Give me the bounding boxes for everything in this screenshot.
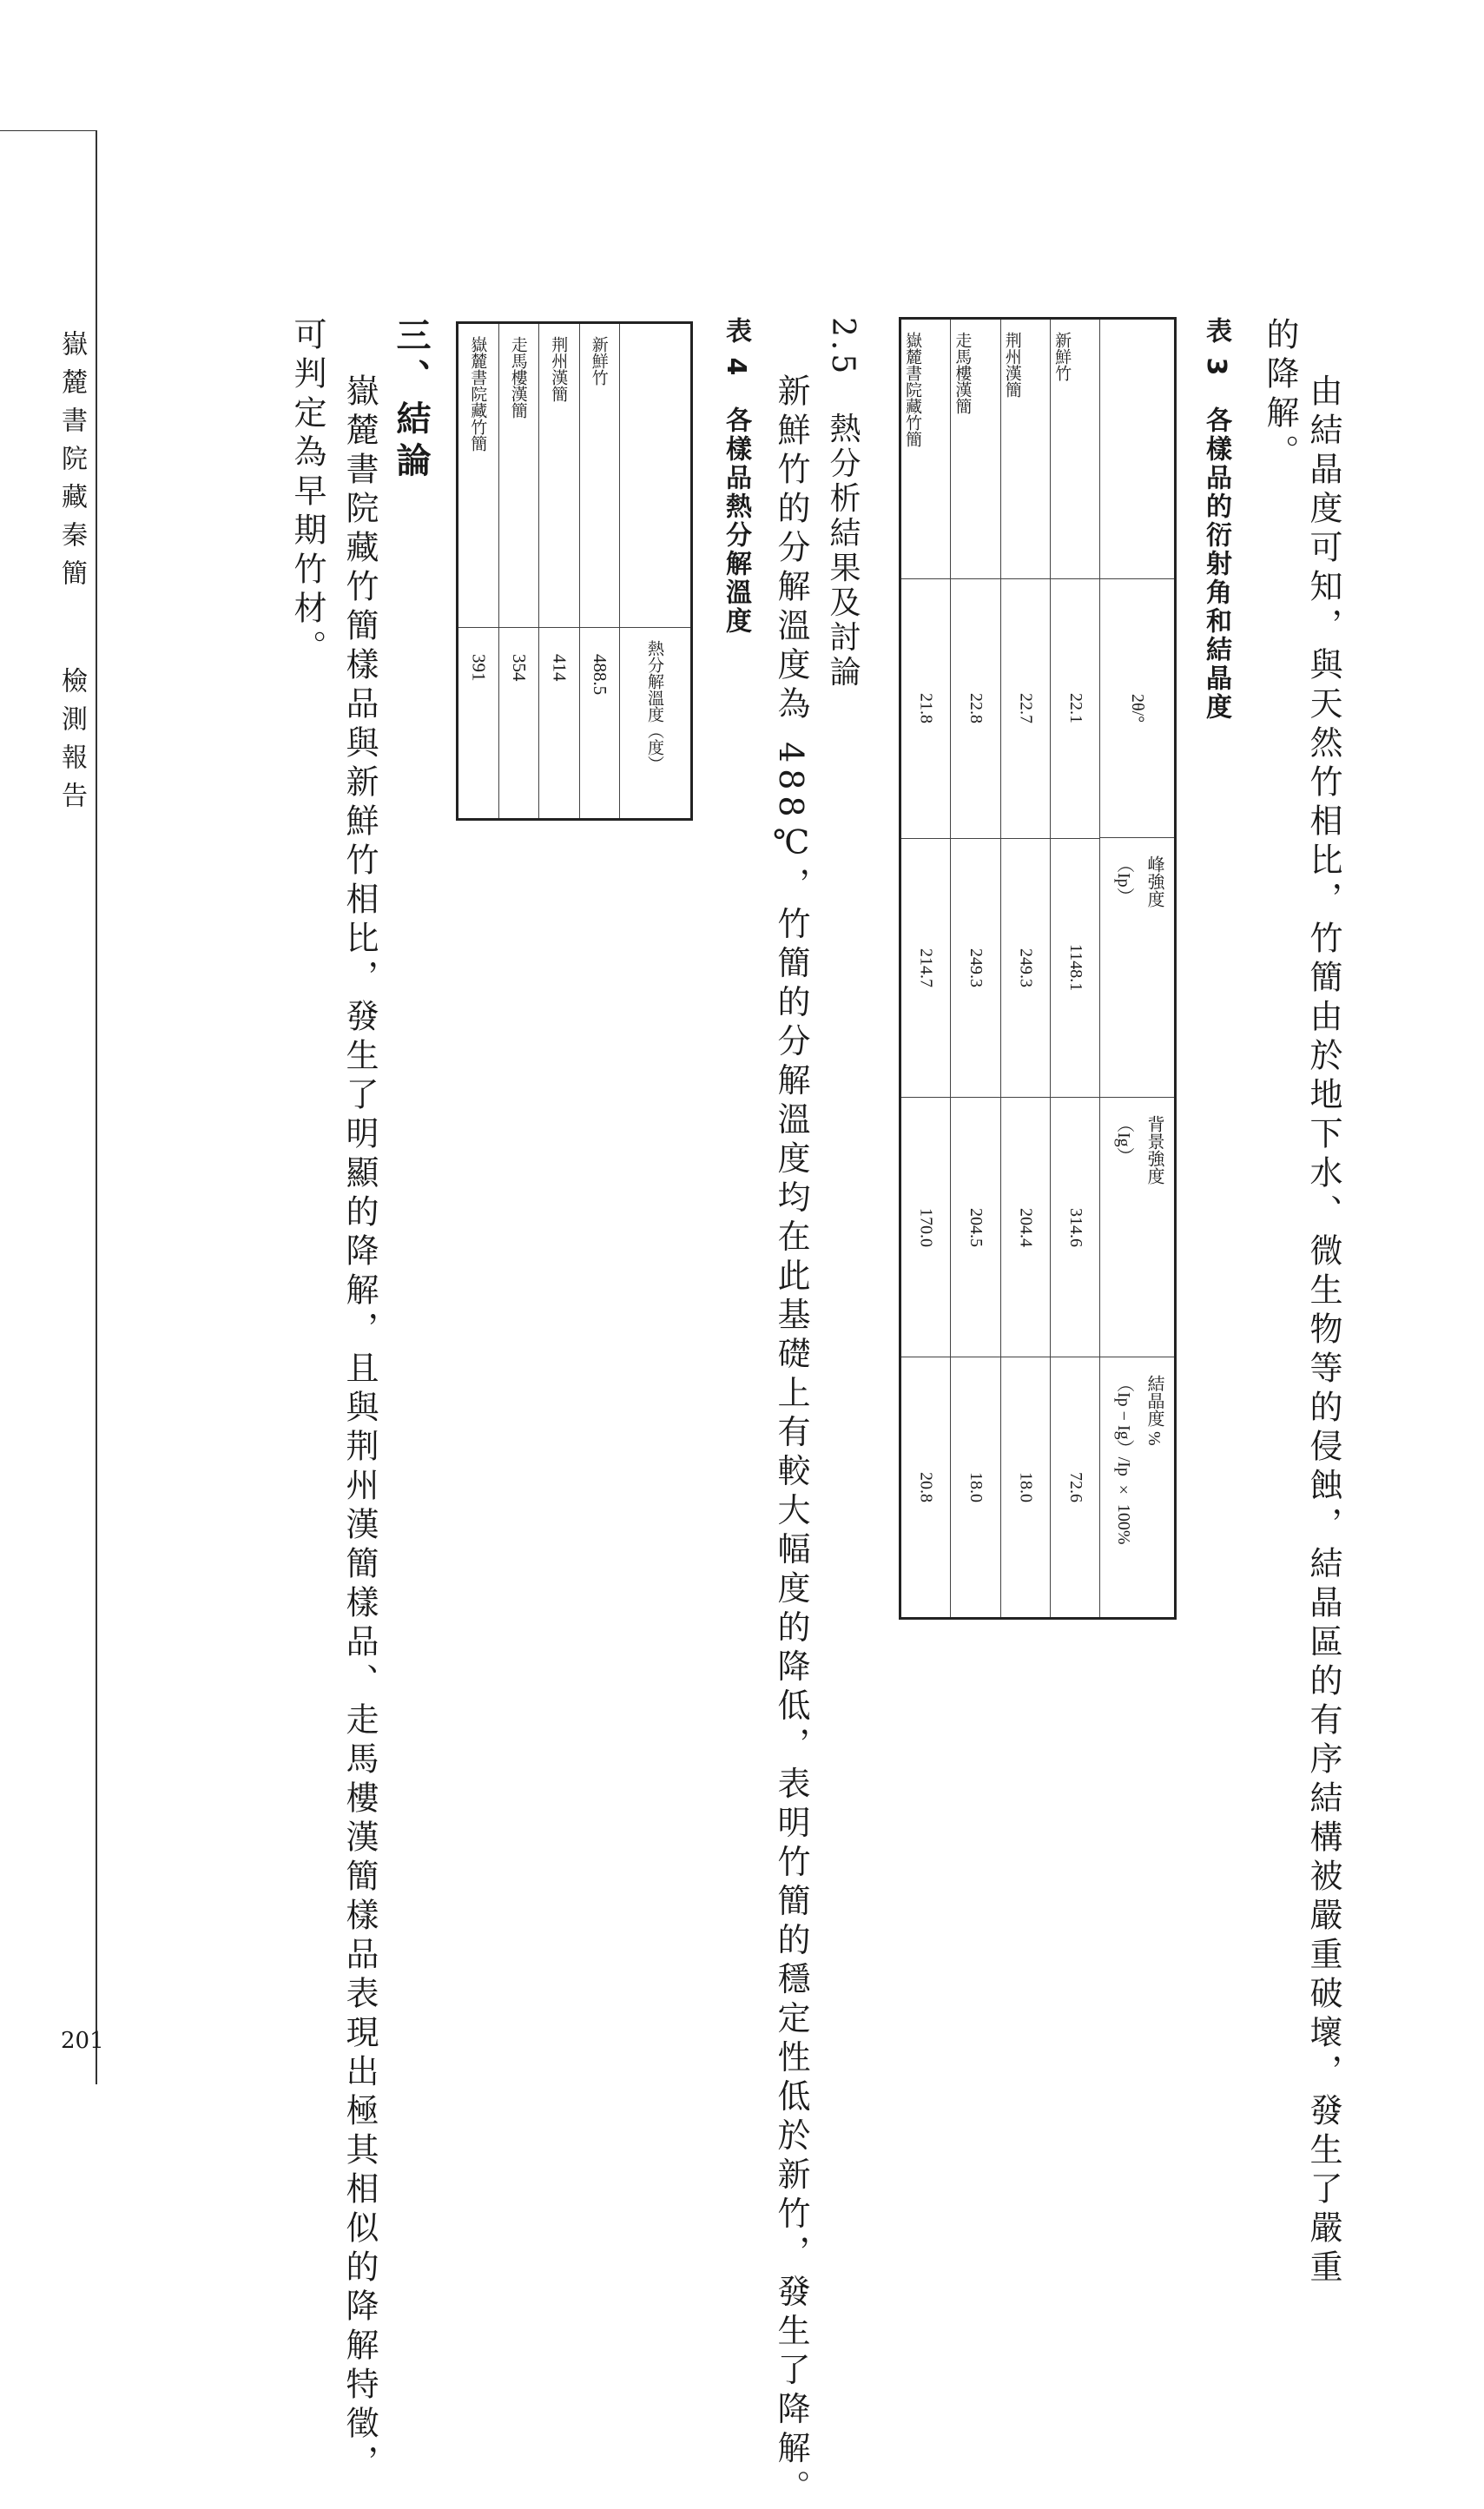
table4-sample-name: 荆州漢簡: [539, 324, 579, 628]
table4-sample-name: 新鮮竹: [580, 324, 620, 628]
page-number: 201: [61, 2028, 104, 2054]
table-row: [538, 324, 579, 818]
table3-angle-value: 22.7: [1001, 579, 1050, 839]
table4-value: 391: [468, 654, 490, 682]
table3-cryst-value: 20.8: [916, 1472, 936, 1503]
running-head-title: 嶽麓書院藏秦簡: [56, 330, 87, 598]
table3-header-angle: 2θ/°: [1100, 579, 1174, 839]
table3-header-peak: 峰強度 （Ip）: [1100, 838, 1174, 1098]
table-row: [950, 320, 999, 1617]
table4-sample-name: 走馬樓漢簡: [499, 324, 539, 628]
running-head: [52, 330, 90, 820]
table3-sample-name: 新鮮竹: [1051, 320, 1099, 579]
table3-header-row: [1099, 320, 1174, 1617]
section-heading: 三、結論: [391, 317, 431, 484]
paragraph-line: 新鮮竹的分解溫度為 488℃，竹簡的分解溫度均在此基礎上有較大幅度的降低，表明竹簡的穩定性低於新竹，發生了降解。: [772, 373, 810, 2509]
table3-cryst-value: 18.0: [966, 1472, 986, 1503]
table-row: [458, 324, 498, 818]
table4-corner-cell: [620, 324, 690, 628]
table3-header-cryst: 結晶度 % （Ip − Ig）/Ip × 100%: [1114, 1375, 1164, 1545]
table3-angle-value: 21.8: [901, 579, 950, 839]
table4: [456, 321, 693, 821]
section-heading: 2.5 熱分析結果及討論: [825, 317, 861, 690]
table3-cryst-value: 72.6: [1065, 1472, 1085, 1503]
paragraph-line: 嶽麓書院藏竹簡樣品與新鮮竹相比，發生了明顯的降解，且與荆州漢簡樣品、走馬樓漢簡樣品表現出極其相似的降解特徵，: [340, 373, 379, 2484]
table3-bg-value: 170.0: [901, 1098, 950, 1357]
paragraph-line: 由結晶度可知，與天然竹相比，竹簡由於地下水、微生物等的侵蝕，結晶區的有序結構被嚴重破壞，發生了嚴重: [1304, 373, 1342, 2288]
table3-header-bg: 背景強度 （Ig）: [1100, 1098, 1174, 1357]
table-row: [498, 324, 539, 818]
table4-value: 488.5: [589, 654, 610, 696]
table3-bg-value: 204.5: [951, 1098, 999, 1357]
table3-sample-name: 荆州漢簡: [1001, 320, 1050, 579]
table3-sample-name: 嶽麓書院藏竹簡: [901, 320, 950, 579]
table4-value: 414: [549, 654, 571, 682]
table3-peak-value: 249.3: [951, 839, 999, 1099]
table3: [899, 317, 1177, 1620]
paragraph-line: 的降解。: [1261, 317, 1299, 473]
table3-sample-name: 走馬樓漢簡: [951, 320, 999, 579]
table-row: [901, 320, 950, 1617]
table4-title: 表 4 各樣品熱分解溫度: [721, 317, 751, 637]
table-row: [1050, 320, 1099, 1617]
table4-sample-name: 嶽麓書院藏竹簡: [458, 324, 498, 628]
table3-bg-value: 204.4: [1001, 1098, 1050, 1357]
table3-title: 表 3 各樣品的衍射角和結晶度: [1201, 317, 1231, 723]
table-row: [1000, 320, 1050, 1617]
table3-peak-value: 214.7: [901, 839, 950, 1099]
table4-header-row: [619, 324, 690, 818]
table4-value: 354: [508, 654, 530, 682]
table3-angle-value: 22.1: [1051, 579, 1099, 839]
table3-peak-value: 1148.1: [1051, 839, 1099, 1099]
paragraph-line: 可判定為早期竹材。: [288, 317, 326, 669]
table-row: [579, 324, 620, 818]
table3-peak-value: 249.3: [1001, 839, 1050, 1099]
table3-corner-cell: [1100, 320, 1174, 579]
table4-header: 熱分解溫度（度）: [645, 640, 664, 772]
table3-bg-value: 314.6: [1051, 1098, 1099, 1357]
running-head-subtitle: 檢測報告: [56, 667, 87, 820]
table3-cryst-value: 18.0: [1016, 1472, 1036, 1503]
table3-angle-value: 22.8: [951, 579, 999, 839]
